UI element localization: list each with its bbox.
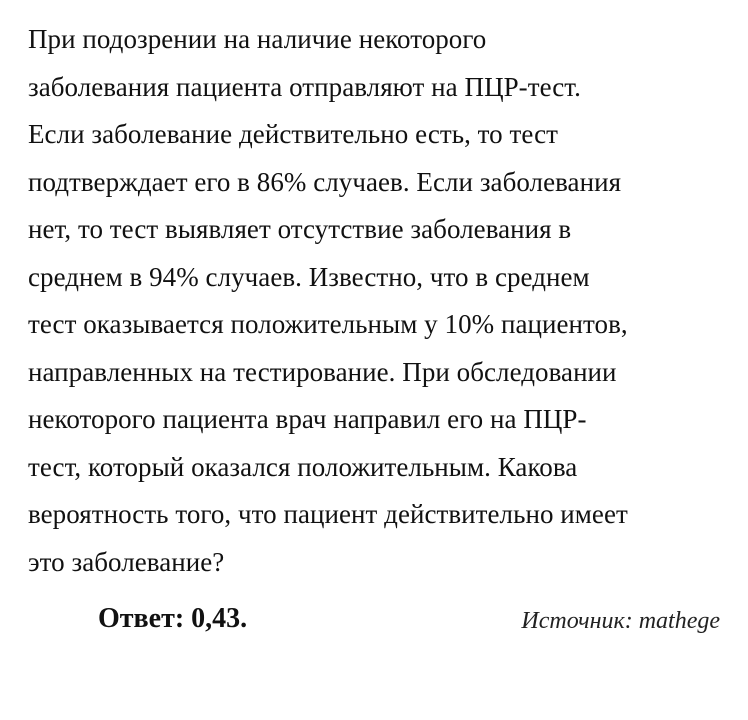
problem-statement: [28, 16, 728, 586]
problem-line: подтверждает его в 86% случаев. Если заболевания: [28, 166, 622, 197]
problem-line: направленных на тестирование. При обследовании: [28, 356, 617, 387]
problem-line: При подозрении на наличие некоторого: [28, 24, 487, 54]
problem-line: тест, который оказался положительным. Какова: [28, 451, 578, 482]
problem-line: некоторого пациента врач направил его на ПЦР-: [28, 404, 587, 434]
problem-line: заболевания пациента отправляют на ПЦР-тест.: [28, 71, 581, 102]
problem-line: среднем в 94% случаев. Известно, что в среднем: [28, 261, 590, 292]
problem-line: нет, то тест выявляет отсутствие заболевания в: [28, 214, 572, 244]
problem-line: тест оказывается положительным у 10% пациентов,: [28, 309, 628, 339]
problem-line: это заболевание?: [28, 546, 225, 577]
problem-line: Если заболевание действительно есть, то тест: [28, 119, 558, 149]
problem-line: вероятность того, что пациент действительно имеет: [28, 499, 628, 529]
answer-text: Ответ: 0,43.: [98, 603, 248, 634]
source-note: Источник: mathege: [521, 608, 720, 634]
